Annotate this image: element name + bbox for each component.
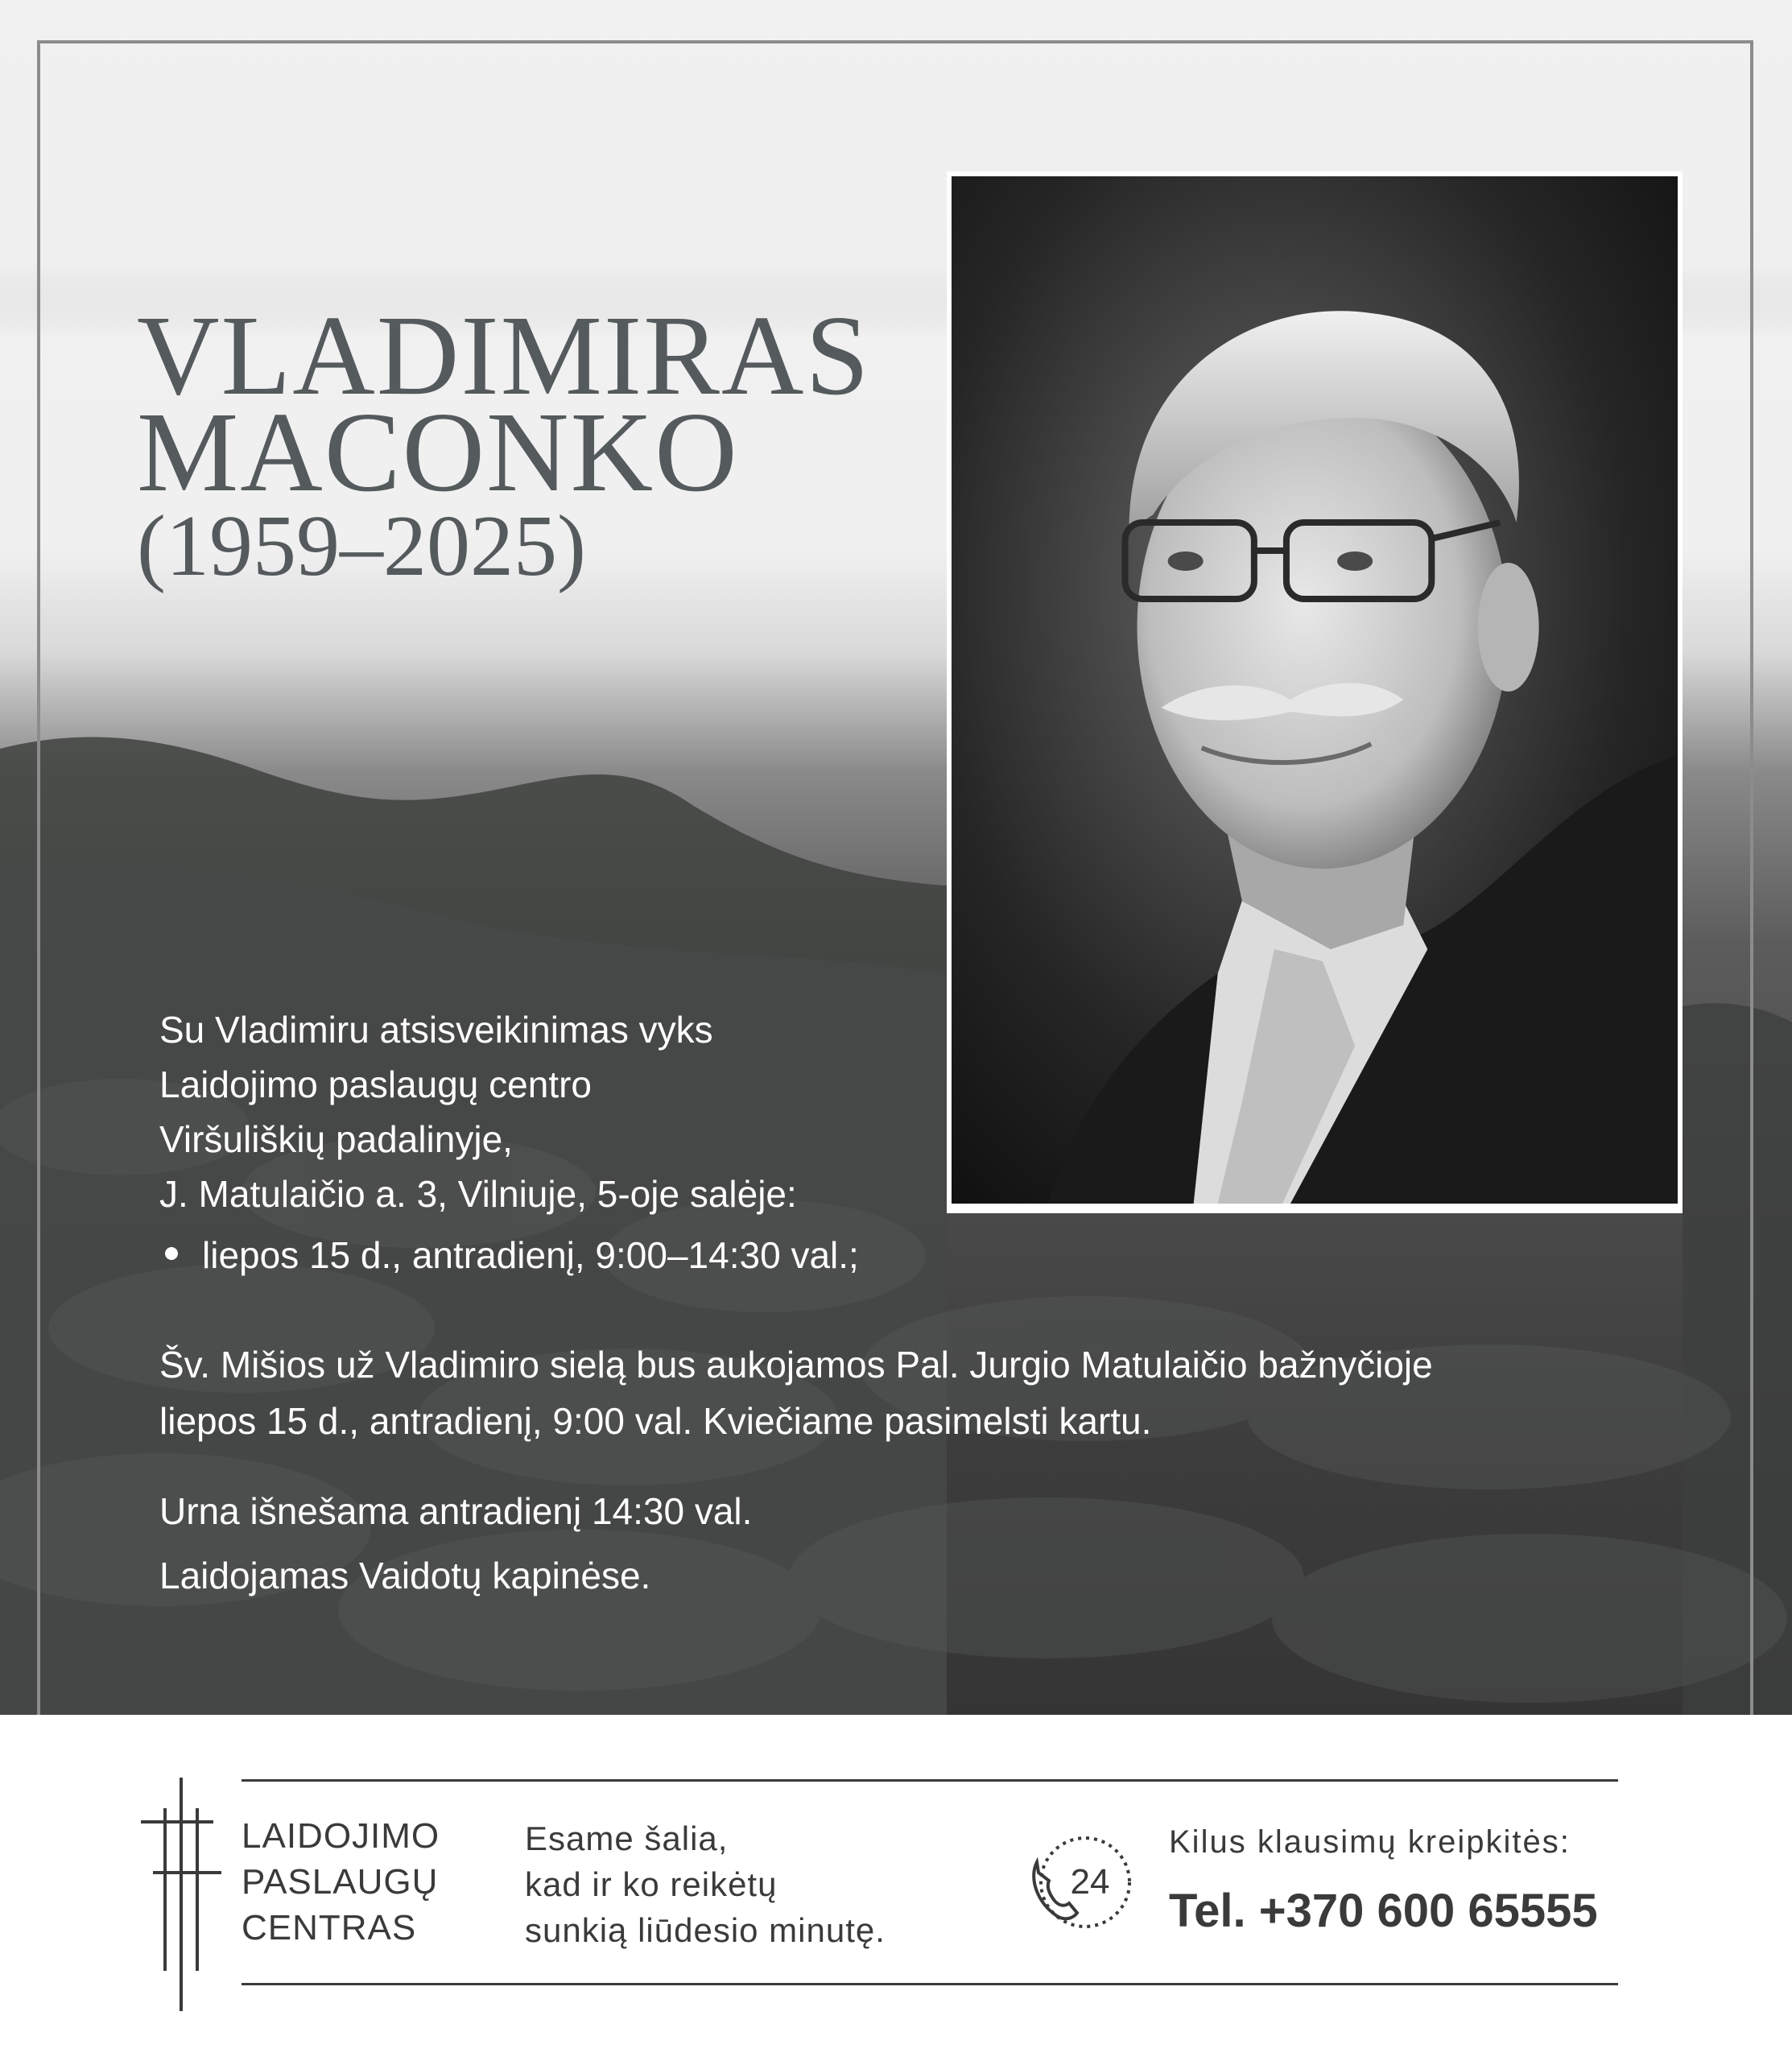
mass-paragraph [159,1336,1433,1449]
portrait-photo [947,171,1683,1213]
slogan-line: kad ir ko reikėtų [525,1865,778,1903]
phone-24h-icon [1021,1826,1142,1939]
contact-phone[interactable]: Tel. +370 600 65555 [1169,1885,1598,1937]
person-last-name: MACONKO [137,388,739,515]
schedule-item [165,1233,859,1277]
slogan-line: Esame šalia, [525,1819,729,1857]
schedule-text: liepos 15 d., antradienį, 9:00–14:30 val.; [202,1234,859,1276]
slogan-line: sunkią liūdesio minutę. [525,1911,886,1949]
logo-line: PASLAUGŲ [242,1862,439,1902]
bullet-icon [165,1247,178,1260]
mass-line: Šv. Mišios už Vladimiro sielą bus aukojamos Pal. Jurgio Matulaičio bažnyčioje [159,1344,1433,1386]
company-logo-text [242,1813,440,1951]
contact-label: Kilus klausimų kreipkitės: [1169,1824,1571,1860]
mass-line: liepos 15 d., antradienį, 9:00 val. Kviečiame pasimelsti kartu. [159,1400,1152,1442]
cross-logo-icon [141,1778,221,2011]
logo-line: CENTRAS [242,1908,417,1947]
phone-icon-label: 24 [1070,1862,1110,1902]
burial-place-text: Laidojamas Vaidotų kapinėse. [159,1555,651,1596]
farewell-line: Laidojimo paslaugų centro [159,1064,593,1105]
farewell-line: J. Matulaičio a. 3, Vilniuje, 5-oje salėje: [159,1173,797,1215]
farewell-line: Viršuliškių padalinyje, [159,1118,513,1160]
slogan [525,1815,886,1953]
footer-bottom-rule [242,1983,1618,1985]
portrait-photo-icon [952,176,1678,1204]
life-years: (1959–2025) [137,498,586,594]
logo-line: LAIDOJIMO [242,1816,440,1856]
farewell-line: Su Vladimiru atsisveikinimas vyks [159,1009,713,1051]
farewell-paragraph [159,1002,797,1221]
footer-top-rule [242,1779,1618,1782]
urn-text: Urna išnešama antradienį 14:30 val. [159,1490,753,1532]
person-first-name: VLADIMIRAS [137,291,871,419]
